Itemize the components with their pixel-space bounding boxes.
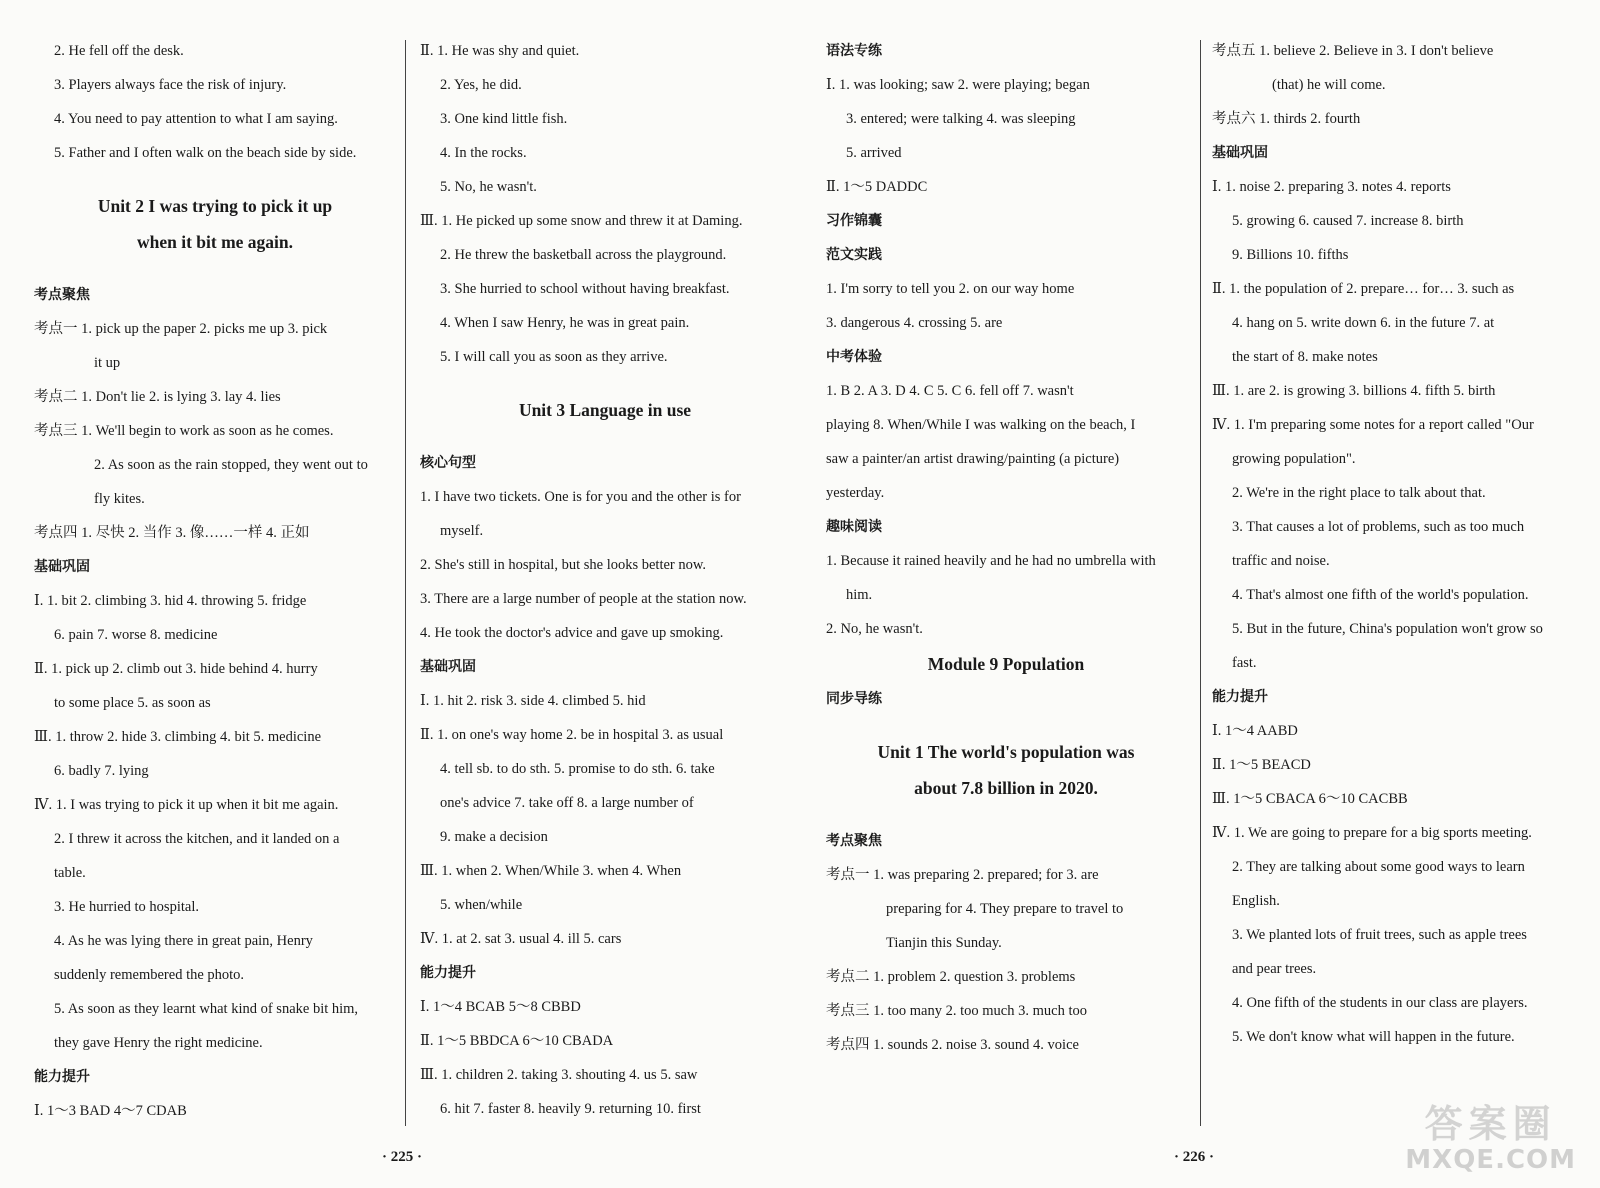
answer-line: Ⅳ. 1. I was trying to pick it up when it bit me again. <box>34 797 339 813</box>
answer-line: playing 8. When/While I was walking on the beach, I <box>826 417 1136 433</box>
answer-line: to some place 5. as soon as <box>54 695 211 711</box>
answer-line: Ⅲ. 1. when 2. When/While 3. when 4. When <box>420 863 682 879</box>
answer-line: 6. badly 7. lying <box>54 763 149 779</box>
unit-title: Unit 1 The world's population was <box>877 742 1135 762</box>
watermark-cn: 答案圈 <box>1424 1102 1557 1146</box>
answer-line: Ⅰ. 1. bit 2. climbing 3. hid 4. throwing 5. fridge <box>34 593 307 609</box>
answer-line: 4. hang on 5. write down 6. in the future 7. at <box>1232 315 1495 331</box>
answer-line: 考点三 1. We'll begin to work as soon as he comes. <box>34 423 334 439</box>
answer-line: they gave Henry the right medicine. <box>54 1035 263 1051</box>
answer-line: Ⅱ. 1～5 BEACD <box>1212 757 1311 773</box>
right-page <box>800 0 1600 1188</box>
spacer <box>826 806 1186 824</box>
answer-line: 4. In the rocks. <box>440 145 527 161</box>
answer-line: Ⅰ. 1. hit 2. risk 3. side 4. climbed 5. hid <box>420 693 646 709</box>
column-divider <box>405 40 406 1126</box>
section-heading: 能力提升 <box>1212 689 1268 705</box>
spacer <box>34 260 396 278</box>
answer-line: and pear trees. <box>1232 961 1317 977</box>
answer-line: traffic and noise. <box>1232 553 1330 569</box>
answer-line: 5. No, he wasn't. <box>440 179 537 195</box>
section-heading: 中考体验 <box>826 349 882 365</box>
answer-line: 5. Father and I often walk on the beach side by side. <box>54 145 357 161</box>
answer-line: 5. growing 6. caused 7. increase 8. birth <box>1232 213 1464 229</box>
answer-line: 9. make a decision <box>440 829 548 845</box>
answer-line: 1. I'm sorry to tell you 2. on our way home <box>826 281 1075 297</box>
answer-line: 6. hit 7. faster 8. heavily 9. returning 10. first <box>440 1101 701 1117</box>
answer-line: it up <box>94 355 121 371</box>
answer-line: Ⅱ. 1. pick up 2. climb out 3. hide behind 4. hurry <box>34 661 318 677</box>
section-heading: 范文实践 <box>826 247 882 263</box>
answer-line: 4. One fifth of the students in our class are players. <box>1232 995 1528 1011</box>
spacer <box>34 170 396 188</box>
answer-line: Ⅰ. 1. was looking; saw 2. were playing; began <box>826 77 1090 93</box>
section-heading: 考点聚焦 <box>826 833 882 849</box>
answer-line: 4. tell sb. to do sth. 5. promise to do sth. 6. take <box>440 761 715 777</box>
answer-line: Ⅲ. 1. are 2. is growing 3. billions 4. fifth 5. birth <box>1212 383 1496 399</box>
answer-line: Ⅲ. 1. children 2. taking 3. shouting 4. us 5. saw <box>420 1067 698 1083</box>
answer-line: 考点二 1. problem 2. question 3. problems <box>826 969 1076 985</box>
answer-line: 5. But in the future, China's population won't grow so <box>1232 621 1543 637</box>
unit-title: when it bit me again. <box>136 232 294 252</box>
answer-line: Ⅱ. 1～5 BBDCA 6～10 CBADA <box>420 1033 614 1049</box>
spacer <box>420 428 790 446</box>
answer-line: Ⅰ. 1～4 AABD <box>1212 723 1298 739</box>
answer-line: 2. As soon as the rain stopped, they went out to <box>94 457 368 473</box>
answer-line: 考点一 1. pick up the paper 2. picks me up 3. pick <box>34 321 328 337</box>
answer-line: 2. We're in the right place to talk about that. <box>1232 485 1486 501</box>
answer-line: Ⅲ. 1. He picked up some snow and threw it at Daming. <box>420 213 743 229</box>
answer-line: Ⅲ. 1～5 CBACA 6～10 CACBB <box>1212 791 1408 807</box>
answer-line: suddenly remembered the photo. <box>54 967 245 983</box>
page-number-left: · 225 · <box>382 1149 423 1165</box>
answer-line: growing population". <box>1232 451 1356 467</box>
answer-line: 3. Players always face the risk of injury. <box>54 77 287 93</box>
answer-line: 3. We planted lots of fruit trees, such as apple trees <box>1232 927 1527 943</box>
answer-line: 2. I threw it across the kitchen, and it landed on a <box>54 831 340 847</box>
answer-line: 4. That's almost one fifth of the world's population. <box>1232 587 1529 603</box>
answer-line: 2. She's still in hospital, but she looks better now. <box>420 557 707 573</box>
answer-line: English. <box>1232 893 1280 909</box>
section-heading: 考点聚焦 <box>34 287 90 303</box>
section-heading: 趣味阅读 <box>826 519 882 535</box>
unit-title: Unit 3 Language in use <box>518 400 692 420</box>
answer-line: 4. You need to pay attention to what I am saying. <box>54 111 338 127</box>
answer-line: table. <box>54 865 86 881</box>
answer-line: myself. <box>440 523 484 539</box>
answer-line: 考点六 1. thirds 2. fourth <box>1212 111 1361 127</box>
answer-line: fast. <box>1232 655 1257 671</box>
answer-line: 考点三 1. too many 2. too much 3. much too <box>826 1003 1087 1019</box>
column-2 <box>420 34 790 1126</box>
watermark-logo <box>1405 1102 1576 1174</box>
answer-line: 1. B 2. A 3. D 4. C 5. C 6. fell off 7. wasn't <box>826 383 1074 399</box>
section-heading: 基础巩固 <box>34 559 90 575</box>
unit-title: Module 9 Population <box>927 654 1085 674</box>
answer-line: Ⅲ. 1. throw 2. hide 3. climbing 4. bit 5. medicine <box>34 729 322 745</box>
unit-title: Unit 2 I was trying to pick it up <box>97 196 333 216</box>
column-1 <box>34 34 396 1128</box>
column-divider <box>1200 40 1201 1126</box>
answer-line: 考点一 1. was preparing 2. prepared; for 3. are <box>826 867 1099 883</box>
answer-line: 3. dangerous 4. crossing 5. are <box>826 315 1003 331</box>
answer-line: 5. I will call you as soon as they arrive. <box>440 349 668 365</box>
answer-line: Ⅱ. 1. He was shy and quiet. <box>420 43 580 59</box>
answer-line: 5. We don't know what will happen in the future. <box>1232 1029 1515 1045</box>
answer-line: 3. That causes a lot of problems, such as too much <box>1232 519 1525 535</box>
answer-line: (that) he will come. <box>1272 77 1386 93</box>
answer-line: the start of 8. make notes <box>1232 349 1378 365</box>
answer-line: Ⅰ. 1～4 BCAB 5～8 CBBD <box>420 999 581 1015</box>
answer-line: 考点五 1. believe 2. Believe in 3. I don't believe <box>1212 43 1494 59</box>
answer-line: saw a painter/an artist drawing/painting (a picture) <box>826 451 1120 467</box>
answer-line: 9. Billions 10. fifths <box>1232 247 1349 263</box>
section-heading: 能力提升 <box>34 1069 90 1085</box>
answer-line: 考点四 1. 尽快 2. 当作 3. 像……一样 4. 正如 <box>34 525 310 541</box>
unit-title: about 7.8 billion in 2020. <box>914 778 1098 798</box>
answer-line: Ⅰ. 1. noise 2. preparing 3. notes 4. reports <box>1212 179 1451 195</box>
answer-line: 4. When I saw Henry, he was in great pain. <box>440 315 690 331</box>
answer-line: 考点四 1. sounds 2. noise 3. sound 4. voice <box>826 1037 1079 1053</box>
column-3 <box>826 34 1186 1062</box>
answer-line: 考点二 1. Don't lie 2. is lying 3. lay 4. lies <box>34 389 281 405</box>
answer-line: 5. arrived <box>846 145 902 161</box>
answer-line: Ⅱ. 1～5 DADDC <box>826 179 928 195</box>
section-heading: 核心句型 <box>420 455 476 471</box>
answer-line: 3. One kind little fish. <box>440 111 568 127</box>
section-heading: 语法专练 <box>826 43 882 59</box>
answer-line: one's advice 7. take off 8. a large number of <box>440 795 694 811</box>
answer-line: 3. He hurried to hospital. <box>54 899 199 915</box>
answer-line: 2. No, he wasn't. <box>826 621 923 637</box>
answer-line: Ⅱ. 1. on one's way home 2. be in hospital 3. as usual <box>420 727 724 743</box>
answer-line: fly kites. <box>94 491 145 507</box>
answer-line: 6. pain 7. worse 8. medicine <box>54 627 218 643</box>
answer-line: 2. He fell off the desk. <box>54 43 184 59</box>
answer-line: 1. I have two tickets. One is for you and the other is for <box>420 489 741 505</box>
section-heading: 基础巩固 <box>420 659 476 675</box>
section-heading: 能力提升 <box>420 965 476 981</box>
answer-line: him. <box>846 587 873 603</box>
answer-line: Ⅳ. 1. We are going to prepare for a big sports meeting. <box>1212 825 1532 841</box>
answer-line: Ⅰ. 1～3 BAD 4～7 CDAB <box>34 1103 187 1119</box>
watermark-en: MXQE.COM <box>1405 1145 1576 1175</box>
answer-line: 2. He threw the basketball across the playground. <box>440 247 727 263</box>
answer-line: Ⅱ. 1. the population of 2. prepare… for… 3. such as <box>1212 281 1515 297</box>
answer-line: 4. He took the doctor's advice and gave up smoking. <box>420 625 724 641</box>
page-number-right: · 226 · <box>1174 1149 1215 1165</box>
answer-line: Ⅳ. 1. at 2. sat 3. usual 4. ill 5. cars <box>420 931 622 947</box>
spacer <box>826 716 1186 734</box>
answer-line: Tianjin this Sunday. <box>886 935 1002 951</box>
answer-line: 5. when/while <box>440 897 523 913</box>
answer-line: yesterday. <box>826 485 885 501</box>
answer-line: preparing for 4. They prepare to travel to <box>886 901 1124 917</box>
answer-line: 2. Yes, he did. <box>440 77 522 93</box>
answer-line: 2. They are talking about some good ways to learn <box>1232 859 1525 875</box>
spacer <box>420 374 790 392</box>
answer-line: 3. There are a large number of people at the station now. <box>420 591 747 607</box>
answer-line: 4. As he was lying there in great pain, Henry <box>54 933 313 949</box>
column-4 <box>1212 34 1580 1054</box>
answer-line: 1. Because it rained heavily and he had no umbrella with <box>826 553 1156 569</box>
answer-line: 3. She hurried to school without having breakfast. <box>440 281 730 297</box>
answer-line: Ⅳ. 1. I'm preparing some notes for a report called "Our <box>1212 417 1534 433</box>
section-heading: 习作锦囊 <box>826 213 882 229</box>
answer-line: 5. As soon as they learnt what kind of snake bit him, <box>54 1001 359 1017</box>
section-heading: 同步导练 <box>826 691 882 707</box>
section-heading: 基础巩固 <box>1212 145 1268 161</box>
answer-line: 3. entered; were talking 4. was sleeping <box>846 111 1076 127</box>
